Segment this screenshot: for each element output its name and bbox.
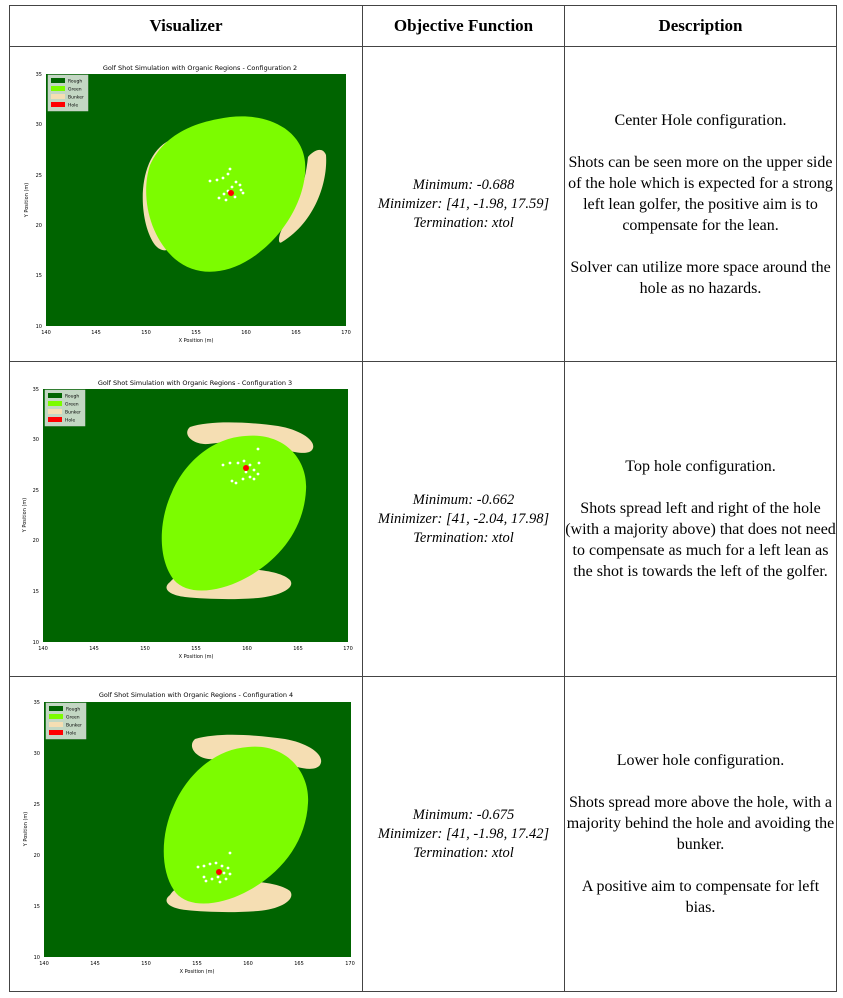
plot-title: Golf Shot Simulation with Organic Regions - Configuration 3 xyxy=(97,379,293,387)
legend-label: Green xyxy=(66,715,80,721)
x-axis xyxy=(39,961,355,975)
description-paragraph: Top hole configuration. xyxy=(625,458,776,475)
minimum-value: Minimum: -0.688 xyxy=(412,176,515,193)
x-axis-label: X Position (m) xyxy=(179,969,215,975)
legend-label: Rough xyxy=(65,394,80,400)
y-tick: 25 xyxy=(35,173,42,179)
y-tick: 20 xyxy=(32,538,39,544)
x-tick: 155 xyxy=(191,330,201,336)
x-tick: 170 xyxy=(343,646,353,652)
legend-label: Green xyxy=(68,87,82,93)
x-tick: 165 xyxy=(294,961,304,967)
x-tick: 145 xyxy=(89,646,99,652)
plot-title: Golf Shot Simulation with Organic Regions - Configuration 2 xyxy=(102,64,298,72)
y-tick: 35 xyxy=(35,72,42,78)
y-tick: 35 xyxy=(33,700,40,706)
x-axis xyxy=(38,646,353,660)
plot-legend xyxy=(48,75,88,111)
x-axis-label: X Position (m) xyxy=(178,654,214,660)
x-tick: 155 xyxy=(192,961,202,967)
y-tick: 20 xyxy=(35,223,42,229)
golf-plot xyxy=(10,362,361,674)
header-visualizer: Visualizer xyxy=(10,6,363,47)
minimum-value: Minimum: -0.675 xyxy=(412,806,515,823)
y-axis xyxy=(36,72,42,330)
x-tick: 160 xyxy=(241,330,251,336)
objective-cell xyxy=(363,362,565,677)
legend-label: Hole xyxy=(66,731,77,737)
minimizer-value: Minimizer: [41, -1.98, 17.42] xyxy=(377,825,550,842)
table-row xyxy=(10,362,837,677)
objective-cell xyxy=(363,677,565,992)
x-tick: 170 xyxy=(341,330,351,336)
y-tick: 30 xyxy=(35,122,42,128)
table-row xyxy=(10,47,837,362)
plot-legend xyxy=(45,390,85,426)
y-tick: 10 xyxy=(35,324,42,330)
y-tick: 20 xyxy=(33,853,40,859)
x-tick: 160 xyxy=(242,646,252,652)
description-paragraph: A positive aim to compensate for left bias. xyxy=(581,878,820,916)
y-axis-label: Y Position (m) xyxy=(22,497,28,533)
description-paragraph: Shots can be seen more on the upper side of the hole which is expected for a strong left lean golfer, the positive aim is to compensate for the lean. xyxy=(568,153,833,234)
legend-label: Hole xyxy=(68,103,79,109)
hole-marker xyxy=(243,465,249,471)
visualizer-cell xyxy=(10,677,363,992)
y-axis-label: Y Position (m) xyxy=(24,182,30,218)
legend-label: Green xyxy=(65,402,79,408)
header-objective: Objective Function xyxy=(363,6,565,47)
x-tick: 145 xyxy=(90,961,100,967)
y-axis xyxy=(34,700,40,961)
y-axis-label: Y Position (m) xyxy=(23,811,29,847)
y-tick: 15 xyxy=(35,273,42,279)
visualizer-cell xyxy=(10,47,363,362)
golf-plot xyxy=(10,677,361,989)
y-tick: 10 xyxy=(33,955,40,961)
x-tick: 155 xyxy=(191,646,201,652)
legend-label: Rough xyxy=(68,79,83,85)
termination-value: Termination: xtol xyxy=(413,529,514,546)
visualizer-cell xyxy=(10,362,363,677)
description-paragraph: Solver can utilize more space around the hole as no hazards. xyxy=(570,258,831,297)
minimum-value: Minimum: -0.662 xyxy=(412,491,515,508)
description-paragraph: Shots spread left and right of the hole (with a majority above) that does not need to compensate as much for a left lean as the shot is towards the left of the golfer. xyxy=(565,500,836,580)
description-paragraph: Lower hole configuration. xyxy=(616,752,785,769)
x-axis-label: X Position (m) xyxy=(178,338,214,344)
y-axis xyxy=(33,387,39,646)
table-row xyxy=(10,677,837,992)
x-tick: 150 xyxy=(141,330,151,336)
x-tick: 165 xyxy=(291,330,301,336)
x-tick: 140 xyxy=(38,646,48,652)
description-cell xyxy=(565,677,837,992)
x-tick: 145 xyxy=(91,330,101,336)
y-tick: 30 xyxy=(32,437,39,443)
minimizer-value: Minimizer: [41, -2.04, 17.98] xyxy=(377,510,550,527)
y-tick: 35 xyxy=(32,387,39,393)
hole-marker xyxy=(228,190,234,196)
header-row xyxy=(10,6,837,47)
legend-label: Bunker xyxy=(68,95,84,101)
legend-label: Hole xyxy=(65,418,76,424)
x-tick: 150 xyxy=(140,646,150,652)
y-tick: 15 xyxy=(32,589,39,595)
y-tick: 15 xyxy=(33,904,40,910)
x-axis xyxy=(41,330,351,344)
y-tick: 25 xyxy=(33,802,40,808)
description-cell xyxy=(565,47,837,362)
golf-plot xyxy=(10,47,361,359)
x-tick: 140 xyxy=(39,961,49,967)
description-cell xyxy=(565,362,837,677)
objective-cell xyxy=(363,47,565,362)
header-description: Description xyxy=(565,6,837,47)
legend-label: Rough xyxy=(66,707,81,713)
x-tick: 165 xyxy=(293,646,303,652)
x-tick: 160 xyxy=(243,961,253,967)
x-tick: 140 xyxy=(41,330,51,336)
x-tick: 170 xyxy=(345,961,355,967)
y-tick: 30 xyxy=(33,751,40,757)
y-tick: 25 xyxy=(32,488,39,494)
y-tick: 10 xyxy=(32,640,39,646)
x-tick: 150 xyxy=(141,961,151,967)
termination-value: Termination: xtol xyxy=(413,844,514,861)
legend-label: Bunker xyxy=(65,410,81,416)
hole-marker xyxy=(216,869,222,875)
plot-legend xyxy=(46,703,86,739)
legend-label: Bunker xyxy=(66,723,82,729)
minimizer-value: Minimizer: [41, -1.98, 17.59] xyxy=(377,195,550,212)
description-paragraph: Shots spread more above the hole, with a majority behind the hole and avoiding the bunker. xyxy=(566,794,835,853)
description-paragraph: Center Hole configuration. xyxy=(614,111,787,129)
termination-value: Termination: xtol xyxy=(413,214,514,231)
results-table xyxy=(9,5,837,992)
plot-title: Golf Shot Simulation with Organic Regions - Configuration 4 xyxy=(98,691,294,699)
